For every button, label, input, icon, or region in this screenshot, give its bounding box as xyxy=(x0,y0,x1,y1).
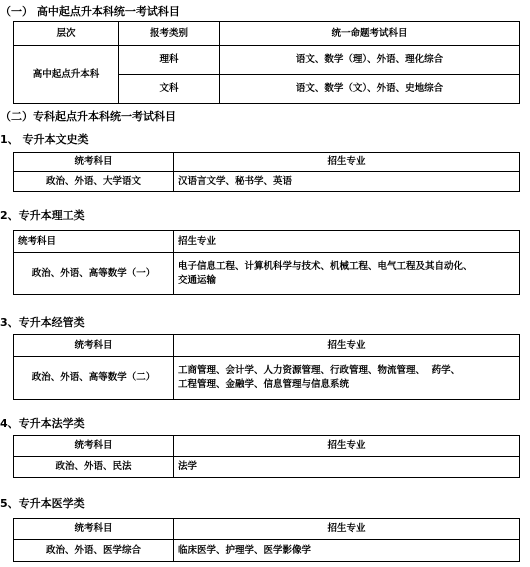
group-title: 5、专升本医学类 xyxy=(0,497,85,510)
subjects-cell: 政治、外语、医学综合 xyxy=(14,540,174,562)
majors-line: 工商管理、会计学、人力资源管理、行政管理、物流管理、 药学、 xyxy=(178,365,461,376)
group-table-science xyxy=(13,230,520,295)
subjects-cell: 政治、外语、高等数学（一） xyxy=(14,253,174,295)
group-table-medicine xyxy=(13,518,520,562)
group-title: 4、专升本法学类 xyxy=(0,417,85,430)
section1-table xyxy=(13,21,520,104)
header-majors: 招生专业 xyxy=(174,335,520,357)
header-subjects: 统考科目 xyxy=(14,519,174,540)
majors-line: 电子信息工程、计算机科学与技术、机械工程、电气工程及其自动化、 xyxy=(178,260,473,272)
group-table-law xyxy=(13,435,520,478)
majors-cell xyxy=(174,357,520,400)
majors-line: 工程管理、金融学、信息管理与信息系统 xyxy=(178,379,350,390)
header-subjects: 统考科目 xyxy=(14,436,174,457)
category-cell: 文科 xyxy=(119,75,220,104)
majors-cell: 法学 xyxy=(174,457,520,478)
section1-title: （一） 高中起点升本科统一考试科目 xyxy=(0,5,180,18)
subjects-cell: 政治、外语、高等数学（二） xyxy=(14,357,174,400)
header-subjects: 统考科目 xyxy=(14,231,174,253)
category-cell: 理科 xyxy=(119,46,220,75)
header-majors: 招生专业 xyxy=(174,519,520,540)
header-subjects: 统考科目 xyxy=(14,335,174,357)
majors-cell xyxy=(174,253,520,295)
header-majors: 招生专业 xyxy=(174,231,520,253)
subjects-cell: 语文、数学（文）、外语、史地综合 xyxy=(220,75,520,104)
majors-cell: 临床医学、护理学、医学影像学 xyxy=(174,540,520,562)
majors-line: 交通运输 xyxy=(178,274,217,286)
header-level: 层次 xyxy=(14,22,119,46)
header-majors: 招生专业 xyxy=(174,153,520,172)
majors-cell: 汉语言文学、秘书学、英语 xyxy=(174,172,520,192)
header-majors: 招生专业 xyxy=(174,436,520,457)
group-title: 2、专升本理工类 xyxy=(0,209,85,222)
header-category: 报考类别 xyxy=(119,22,220,46)
header-subjects: 统考科目 xyxy=(14,153,174,172)
group-table-arts xyxy=(13,152,520,192)
level-cell: 高中起点升本科 xyxy=(14,46,119,104)
group-title: 1、 专升本文史类 xyxy=(0,133,89,146)
header-unified-subjects: 统一命题考试科目 xyxy=(220,22,520,46)
group-title: 3、专升本经管类 xyxy=(0,316,85,329)
subjects-cell: 政治、外语、大学语文 xyxy=(14,172,174,192)
section2-title: （二）专科起点升本科统一考试科目 xyxy=(0,110,176,123)
group-table-management xyxy=(13,334,520,400)
subjects-cell: 政治、外语、民法 xyxy=(14,457,174,478)
subjects-cell: 语文、数学（理）、外语、理化综合 xyxy=(220,46,520,75)
